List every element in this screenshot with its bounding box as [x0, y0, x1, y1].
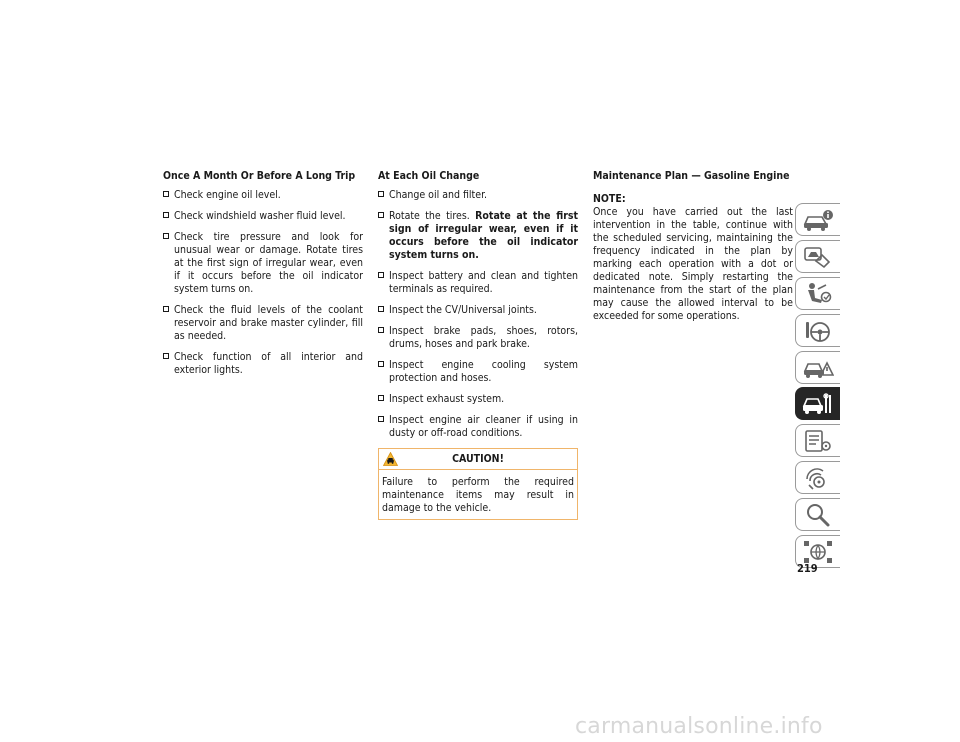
- list-item: [378, 270, 578, 296]
- oil-change-checklist: [378, 189, 578, 440]
- checkbox-icon: [378, 327, 384, 333]
- column-monthly-checks: [163, 170, 363, 385]
- checkbox-icon: [378, 306, 384, 312]
- list-item: [163, 189, 363, 202]
- seat-safety-icon: [802, 281, 834, 307]
- list-item-emphasis: Rotate at the first sign of irregular wear, even if it occurs before the oil indicator system turns on.: [389, 210, 578, 261]
- note-text: Once you have carried out the last intervention in the table, continue with the scheduled servicing, maintaining the frequency indicated in the plan by marking each operation with a dot or dedicated note. Simply restarting the maintenance from the start of the plan may cause the allowed interval to be exceeded for some operations.: [593, 206, 793, 322]
- list-item-text: Inspect battery and clean and tighten terminals as required.: [389, 270, 578, 295]
- tab-technical-specs[interactable]: [795, 424, 840, 457]
- magnifier-icon: [802, 502, 834, 528]
- tab-servicing-maintenance[interactable]: [795, 387, 840, 420]
- page-number: 219: [797, 562, 818, 575]
- checkbox-icon: [163, 233, 169, 239]
- list-item: [378, 210, 578, 262]
- checkbox-icon: [163, 212, 169, 218]
- checkbox-icon: [163, 353, 169, 359]
- tab-starting-operating[interactable]: [795, 314, 840, 347]
- car-warning-icon: [802, 355, 834, 381]
- list-item: [378, 414, 578, 440]
- list-item-text: Check the fluid levels of the coolant reservoir and brake master cylinder, fill as needed.: [174, 304, 363, 342]
- spec-list-icon: [802, 428, 834, 454]
- checkbox-icon: [378, 272, 384, 278]
- list-item-text: Check engine oil level.: [174, 189, 281, 201]
- steering-wheel-icon: [802, 318, 834, 344]
- watermark: carmanualsonline.info: [575, 714, 823, 739]
- checkbox-icon: [378, 416, 384, 422]
- checkbox-icon: [378, 361, 384, 367]
- section-heading: Once A Month Or Before A Long Trip: [163, 170, 356, 182]
- list-item: [378, 359, 578, 385]
- section-heading: Maintenance Plan — Gasoline Engine: [593, 170, 790, 182]
- caution-car-icon: [383, 452, 398, 466]
- list-item: [378, 189, 578, 202]
- car-wrench-icon: [802, 391, 834, 417]
- caution-text: Failure to perform the required maintenance items may result in damage to the vehicle.: [382, 476, 574, 514]
- list-item-text: Rotate the tires.: [389, 210, 470, 222]
- caution-title: CAUTION!: [452, 453, 504, 465]
- chapter-tabs: [795, 203, 840, 572]
- list-item-text: Check windshield washer fluid level.: [174, 210, 346, 222]
- list-item-text: Change oil and filter.: [389, 189, 487, 201]
- checkbox-icon: [163, 306, 169, 312]
- multimedia-icon: [802, 465, 834, 491]
- list-item-text: Inspect engine air cleaner if using in dusty or off-road conditions.: [389, 414, 578, 439]
- column-oil-change: [378, 170, 578, 520]
- checkbox-icon: [378, 395, 384, 401]
- note-label: NOTE:: [593, 193, 626, 205]
- tab-safety[interactable]: [795, 277, 840, 310]
- monthly-checklist: [163, 189, 363, 377]
- tab-vehicle-info[interactable]: [795, 203, 840, 236]
- caution-box: [378, 448, 578, 520]
- section-heading: At Each Oil Change: [378, 170, 480, 182]
- list-item-text: Check tire pressure and look for unusual wear or damage. Rotate tires at the first sign of irregular wear, even if it occurs before the oil indicator system turns on.: [174, 231, 363, 295]
- car-info-icon: [802, 207, 834, 233]
- list-item-text: Inspect brake pads, shoes, rotors, drums, hoses and park brake.: [389, 325, 578, 350]
- list-item: [163, 304, 363, 343]
- caution-header: [379, 449, 577, 470]
- column-maintenance-plan: [593, 170, 793, 323]
- list-item-text: Inspect exhaust system.: [389, 393, 505, 405]
- checkbox-icon: [378, 212, 384, 218]
- list-item: [163, 210, 363, 223]
- list-item-text: Inspect engine cooling system protection and hoses.: [389, 359, 578, 384]
- list-item-text: Inspect the CV/Universal joints.: [389, 304, 537, 316]
- list-item: [163, 231, 363, 296]
- tab-multimedia[interactable]: [795, 461, 840, 494]
- checkbox-icon: [163, 191, 169, 197]
- checkbox-icon: [378, 191, 384, 197]
- list-item: [378, 393, 578, 406]
- tab-index[interactable]: [795, 498, 840, 531]
- list-item: [378, 325, 578, 351]
- list-item-text: Check function of all interior and exterior lights.: [174, 351, 363, 376]
- list-item: [163, 351, 363, 377]
- tab-emergency[interactable]: [795, 351, 840, 384]
- car-key-icon: [802, 244, 834, 270]
- list-item: [378, 304, 578, 317]
- tab-getting-to-know[interactable]: [795, 240, 840, 273]
